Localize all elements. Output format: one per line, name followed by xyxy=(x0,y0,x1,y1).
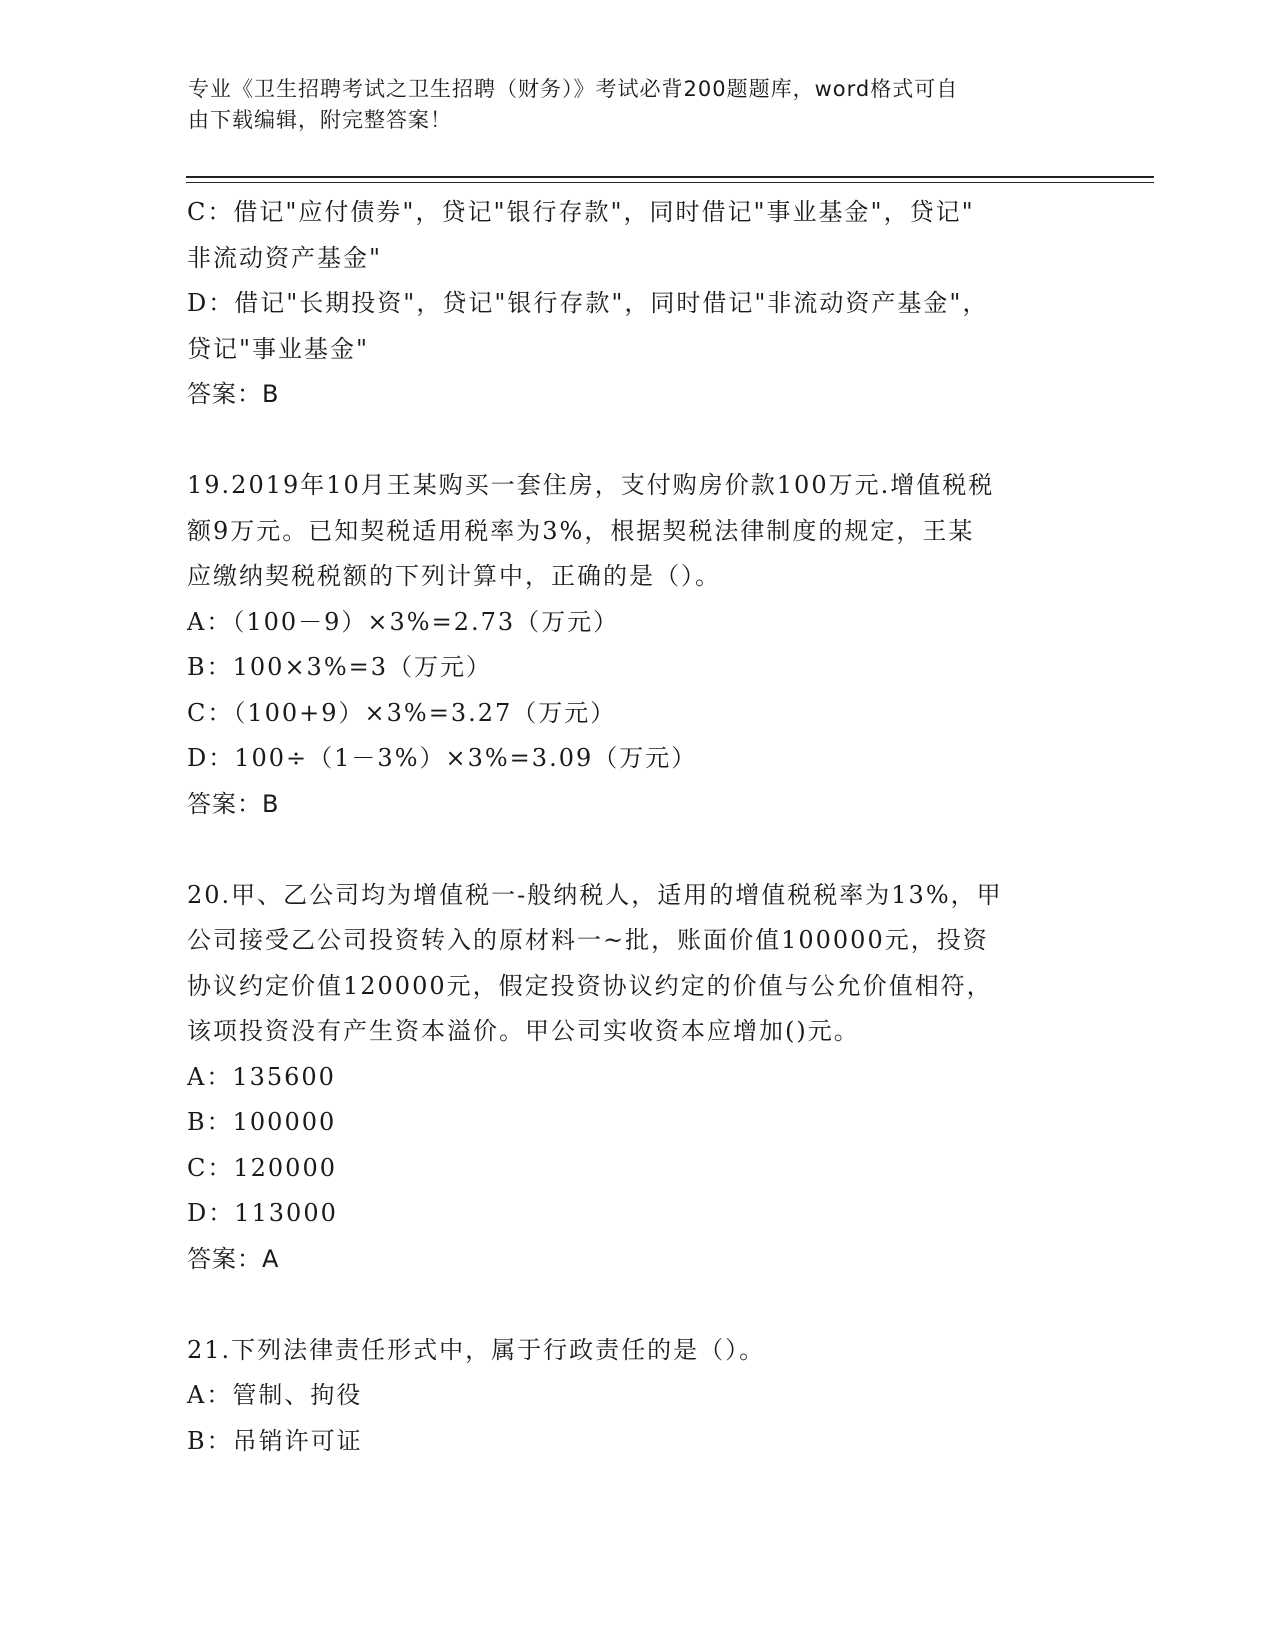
header-rule-thin xyxy=(186,182,1154,183)
q18-option-d-line-1: D：借记"长期投资"，贷记"银行存款"，同时借记"非流动资产基金"， xyxy=(187,289,989,317)
q18-option-d-line-2: 贷记"事业基金" xyxy=(187,334,370,363)
question-spacer xyxy=(187,418,1087,464)
q18-answer: 答案：B xyxy=(187,380,280,408)
header-rule-thick xyxy=(186,176,1154,178)
q18-option-c-line-1: C：借记"应付债券"，贷记"银行存款"，同时借记"事业基金"，贷记" xyxy=(187,198,975,226)
question-18-tail xyxy=(187,190,1087,418)
q19-stem-line-2: 额9万元。已知契税适用税率为3%，根据契税法律制度的规定，王某 xyxy=(187,516,975,545)
q20-stem-line-1: 20.甲、乙公司均为增值税一-般纳税人，适用的增值税税率为13%，甲 xyxy=(187,880,1003,909)
q20-stem-line-4: 该项投资没有产生资本溢价。甲公司实收资本应增加()元。 xyxy=(187,1017,860,1045)
q21-option-b: B：吊销许可证 xyxy=(187,1426,363,1455)
q19-stem-line-3: 应缴纳契税税额的下列计算中，正确的是（）。 xyxy=(187,562,721,590)
q20-option-a: A：135600 xyxy=(187,1062,336,1091)
header-title-line-2: 由下载编辑，附完整答案！ xyxy=(188,108,452,132)
q20-option-b: B：100000 xyxy=(187,1108,337,1136)
q19-stem-line-1: 19.2019年10月王某购买一套住房，支付购房价款100万元.增值税税 xyxy=(187,471,995,499)
q21-option-a: A：管制、拘役 xyxy=(187,1381,363,1409)
document-header xyxy=(188,74,1068,136)
q20-answer: 答案：A xyxy=(187,1244,280,1273)
question-19 xyxy=(187,463,1087,827)
header-title-line-1: 专业《卫生招聘考试之卫生招聘（财务）》考试必背200题题库，word格式可自 xyxy=(188,77,959,101)
q20-option-d: D：113000 xyxy=(187,1199,338,1227)
q19-option-a: A：（100－9）×3%=2.73（万元） xyxy=(187,607,620,636)
q20-stem-line-2: 公司接受乙公司投资转入的原材料一~批，账面价值100000元，投资 xyxy=(187,926,989,954)
q21-stem-line-1: 21.下列法律责任形式中，属于行政责任的是（）。 xyxy=(187,1335,766,1364)
q18-option-c-line-2: 非流动资产基金" xyxy=(187,243,383,272)
q20-option-c: C：120000 xyxy=(187,1153,337,1182)
q19-answer: 答案：B xyxy=(187,789,280,818)
q19-option-b: B：100×3%=3（万元） xyxy=(187,653,493,681)
q19-option-d: D：100÷（1－3%）×3%=3.09（万元） xyxy=(187,744,698,772)
question-spacer xyxy=(187,827,1087,873)
question-20 xyxy=(187,873,1087,1283)
question-spacer xyxy=(187,1282,1087,1328)
question-content xyxy=(187,190,1087,1464)
question-21 xyxy=(187,1328,1087,1465)
q19-option-c: C：（100+9）×3%=3.27（万元） xyxy=(187,698,617,727)
q20-stem-line-3: 协议约定价值120000元，假定投资协议约定的价值与公允价值相符， xyxy=(187,971,993,1000)
